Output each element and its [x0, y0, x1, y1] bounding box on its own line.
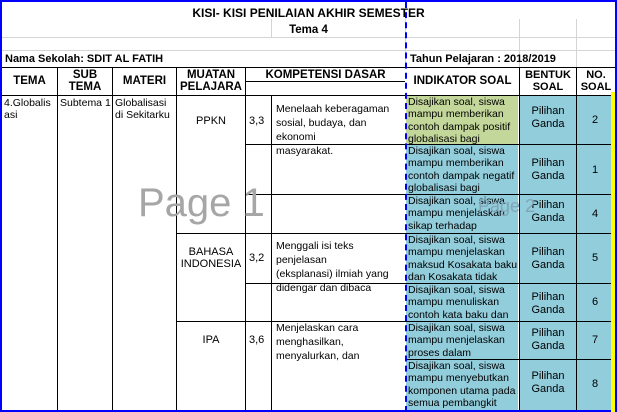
no-soal-cell[interactable]: 7	[591, 334, 599, 346]
indikator-cell[interactable]: Disajikan soal, siswa mampu menjelaskan sikap terhadap	[408, 195, 505, 232]
no-soal-cell[interactable]: 4	[591, 208, 599, 220]
tema-cell: 4.Globalis asi	[4, 97, 51, 122]
no-soal-cell[interactable]: 1	[591, 164, 599, 176]
header-indikator: INDIKATOR SOAL	[413, 75, 512, 87]
kd-text: Menggali isi teks penjelasan (eksplanasi) ilmiah yang didengar dan dibaca	[276, 240, 389, 294]
kd-number: 3,6	[249, 334, 265, 346]
subject-ppkn: PPKN	[196, 115, 226, 127]
bentuk-cell[interactable]: Pilihan Ganda	[531, 327, 565, 352]
indikator-cell[interactable]: Disajikan soal, siswa mampu menyebutkan komponen utama pada semua pembangkit	[408, 360, 516, 409]
header-tema: TEMA	[13, 75, 46, 87]
header-subtema: SUB TEMA	[68, 69, 102, 93]
subject-bahasa-indonesia: BAHASA INDONESIA	[180, 246, 242, 270]
header-materi: MATERI	[122, 75, 167, 87]
sheet-title: KISI- KISI PENILAIAN AKHIR SEMESTER	[192, 6, 425, 20]
bentuk-cell[interactable]: Pilihan Ganda	[531, 246, 565, 271]
kd-number: 3,3	[249, 115, 265, 127]
no-soal-cell[interactable]: 2	[591, 114, 599, 126]
bentuk-cell[interactable]: Pilihan Ganda	[531, 199, 565, 224]
kd-text: Menjelaskan cara menghasilkan, menyalurkan, dan	[276, 322, 360, 362]
bentuk-cell[interactable]: Pilihan Ganda	[531, 370, 565, 395]
materi-cell: Globalisasi di Sekitarku	[115, 97, 170, 122]
indikator-cell[interactable]: Disajikan soal, siswa mampu memberikan contoh dampak positif globalisasi bagi	[408, 96, 511, 144]
header-no: NO. SOAL	[580, 69, 612, 93]
kd-number: 3,2	[249, 252, 265, 264]
subtema-cell: Subtema 1	[60, 97, 111, 109]
bentuk-cell[interactable]: Pilihan Ganda	[531, 157, 565, 182]
bentuk-cell[interactable]: Pilihan Ganda	[531, 105, 565, 130]
kd-text: Menelaah keberagaman sosial, budaya, dan ekonomi masyarakat.	[276, 103, 390, 157]
indikator-cell[interactable]: Disajikan soal, siswa mampu menjelaskan maksud Kosakata baku dan Kosakata tidak	[408, 234, 518, 283]
no-soal-cell[interactable]: 8	[591, 378, 599, 390]
page-1-watermark: Page 1	[138, 181, 265, 225]
page-2-watermark: Page 2	[478, 196, 536, 216]
indikator-cell[interactable]: Disajikan soal, siswa mampu menuliskan contoh kata baku dan	[408, 284, 509, 321]
indikator-cell[interactable]: Disajikan soal, siswa mampu menjelaskan proses dalam	[408, 322, 505, 359]
header-muatan: MUATAN PELAJARA	[180, 69, 242, 93]
bentuk-cell[interactable]: Pilihan Ganda	[531, 291, 565, 316]
header-bentuk: BENTUK SOAL	[525, 69, 571, 93]
header-kompetensi: KOMPETENSI DASAR	[265, 69, 386, 81]
no-soal-cell[interactable]: 6	[591, 296, 599, 308]
indikator-cell[interactable]: Disajikan soal, siswa mampu memberikan contoh dampak negatif globalisasi bagi	[408, 145, 515, 194]
no-soal-cell[interactable]: 5	[591, 252, 599, 264]
school-name: Nama Sekolah: SDIT AL FATIH	[5, 53, 164, 65]
subject-ipa: IPA	[202, 334, 220, 346]
school-year: Tahun Pelajaran : 2018/2019	[410, 53, 556, 65]
sheet-subtitle: Tema 4	[289, 24, 328, 36]
